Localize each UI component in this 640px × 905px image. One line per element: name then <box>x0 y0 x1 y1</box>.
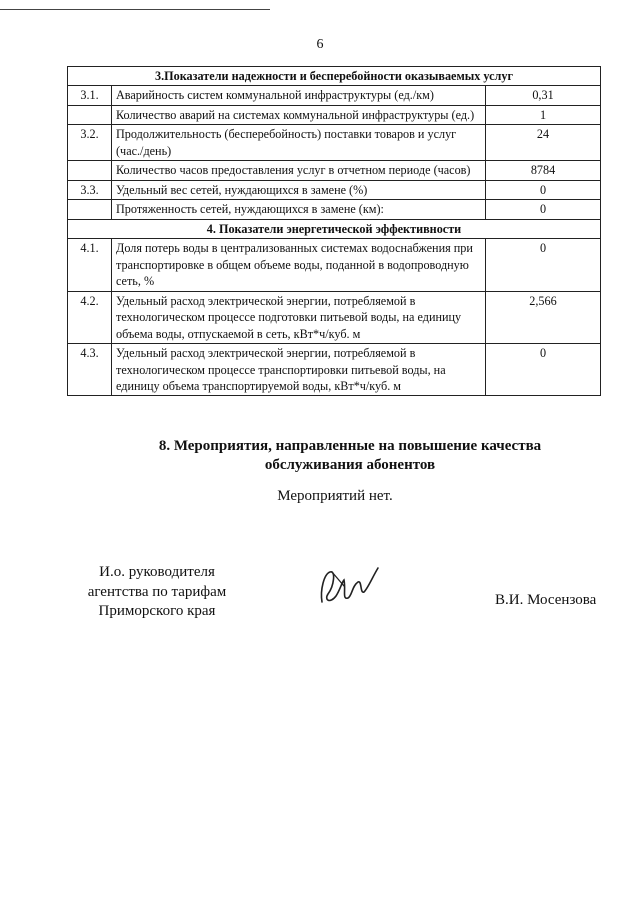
row-text: Удельный расход электрической энергии, потребляемой в технологическом процессе транспортировки питьевой воды, на единицу объема транспортируемой воды, кВт*ч/куб. м <box>112 344 486 396</box>
table-row <box>68 125 601 161</box>
table-row <box>68 161 601 180</box>
handwritten-signature <box>314 560 384 610</box>
table-row <box>68 200 601 219</box>
row-text: Продолжительность (бесперебойность) поставки товаров и услуг (час./день) <box>112 125 486 161</box>
row-value: 0 <box>486 344 601 396</box>
row-value: 1 <box>486 105 601 124</box>
table-row <box>68 86 601 105</box>
row-text: Количество аварий на системах коммунальной инфраструктуры (ед.) <box>112 105 486 124</box>
section-3-title: 3.Показатели надежности и бесперебойности оказываемых услуг <box>68 67 601 86</box>
row-value: 0,31 <box>486 86 601 105</box>
signer-position-line-3: Приморского края <box>98 603 216 619</box>
row-text: Протяженность сетей, нуждающихся в замене (км): <box>112 200 486 219</box>
section-3-header-row <box>68 67 601 86</box>
row-value: 24 <box>486 125 601 161</box>
row-text: Аварийность систем коммунальной инфраструктуры (ед./км) <box>112 86 486 105</box>
signer-name: В.И. Мосензова <box>495 592 597 608</box>
row-number <box>68 200 112 219</box>
table-row <box>68 344 601 396</box>
row-number: 3.3. <box>68 180 112 199</box>
section-8-heading <box>0 437 640 475</box>
section-8-body: Мероприятий нет. <box>277 488 393 504</box>
signer-position-line-1: И.о. руководителя <box>99 564 215 580</box>
row-value: 0 <box>486 180 601 199</box>
indicators-table <box>67 66 601 396</box>
table-row <box>68 180 601 199</box>
top-rule <box>0 9 270 10</box>
table-row <box>68 291 601 343</box>
row-number: 4.2. <box>68 291 112 343</box>
row-text: Количество часов предоставления услуг в отчетном периоде (часов) <box>112 161 486 180</box>
section-4-title: 4. Показатели энергетической эффективности <box>68 219 601 238</box>
row-number: 3.1. <box>68 86 112 105</box>
row-number <box>68 161 112 180</box>
section-8-title-line-2: обслуживания абонентов <box>264 456 436 473</box>
row-value: 0 <box>486 239 601 291</box>
row-text: Удельный вес сетей, нуждающихся в замене (%) <box>112 180 486 199</box>
row-text: Удельный расход электрической энергии, потребляемой в технологическом процессе подготовки питьевой воды, на единицу объема воды, отпускаемой в сеть, кВт*ч/куб. м <box>112 291 486 343</box>
row-number: 4.1. <box>68 239 112 291</box>
table-row <box>68 239 601 291</box>
row-number <box>68 105 112 124</box>
table-row <box>68 105 601 124</box>
row-number: 4.3. <box>68 344 112 396</box>
row-number: 3.2. <box>68 125 112 161</box>
row-value: 2,566 <box>486 291 601 343</box>
page-number: 6 <box>316 37 324 52</box>
signer-position-line-2: агентства по тарифам <box>87 583 227 600</box>
section-4-header-row <box>68 219 601 238</box>
row-value: 8784 <box>486 161 601 180</box>
section-8-title-line-1: 8. Мероприятия, направленные на повышение качества <box>158 438 542 454</box>
row-value: 0 <box>486 200 601 219</box>
row-text: Доля потерь воды в централизованных системах водоснабжения при транспортировке в общем объеме воды, поданной в водопроводную сеть, % <box>112 239 486 291</box>
signer-position <box>77 563 237 622</box>
